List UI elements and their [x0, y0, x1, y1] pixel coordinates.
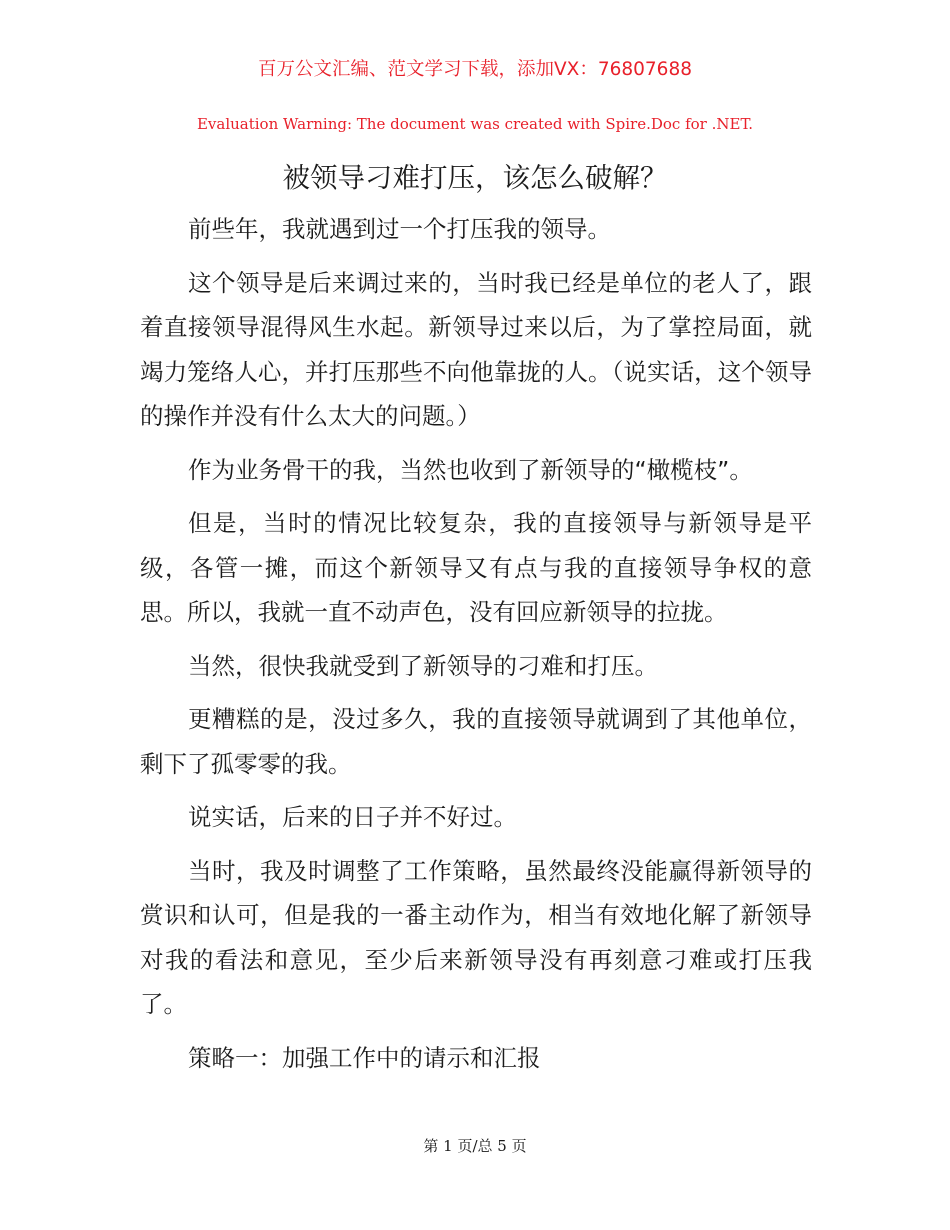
- paragraph: 当时，我及时调整了工作策略，虽然最终没能赢得新领导的赏识和认可，但是我的一番主动作为，相当有效地化解了新领导对我的看法和意见，至少后来新领导没有再刻意刁难或打压我了。: [140, 856, 812, 1018]
- document-title: 被领导刁难打压，该怎么破解？: [282, 162, 668, 194]
- promo-banner: 百万公文汇编、范文学习下载，添加VX：76807688: [258, 59, 692, 80]
- paragraph: 当然，很快我就受到了新领导的刁难和打压。: [188, 651, 658, 680]
- paragraph: 但是，当时的情况比较复杂，我的直接领导与新领导是平级，各管一摊，而这个新领导又有点与我的直接领导争权的意思。所以，我就一直不动声色，没有回应新领导的拉拢。: [140, 509, 812, 626]
- evaluation-warning: Evaluation Warning: The document was created with Spire.Doc for .NET.: [196, 115, 754, 133]
- document-body: [140, 207, 812, 1089]
- paragraph: 作为业务骨干的我，当然也收到了新领导的“橄榄枝”。: [188, 455, 753, 484]
- page-indicator: 第 1 页/总 5 页: [423, 1137, 527, 1155]
- paragraph: 这个领导是后来调过来的，当时我已经是单位的老人了，跟着直接领导混得风生水起。新领导过来以后，为了掌控局面，就竭力笼络人心，并打压那些不向他靠拢的人。（说实话，这个领导的操作并没有什么太大的问题。）: [140, 268, 812, 430]
- paragraph: 更糟糕的是，没过多久，我的直接领导就调到了其他单位，剩下了孤零零的我。: [140, 705, 812, 778]
- paragraph: 说实话，后来的日子并不好过。: [188, 803, 517, 831]
- section-heading: 策略一：加强工作中的请示和汇报: [188, 1043, 541, 1072]
- paragraph: 前些年，我就遇到过一个打压我的领导。: [188, 215, 611, 243]
